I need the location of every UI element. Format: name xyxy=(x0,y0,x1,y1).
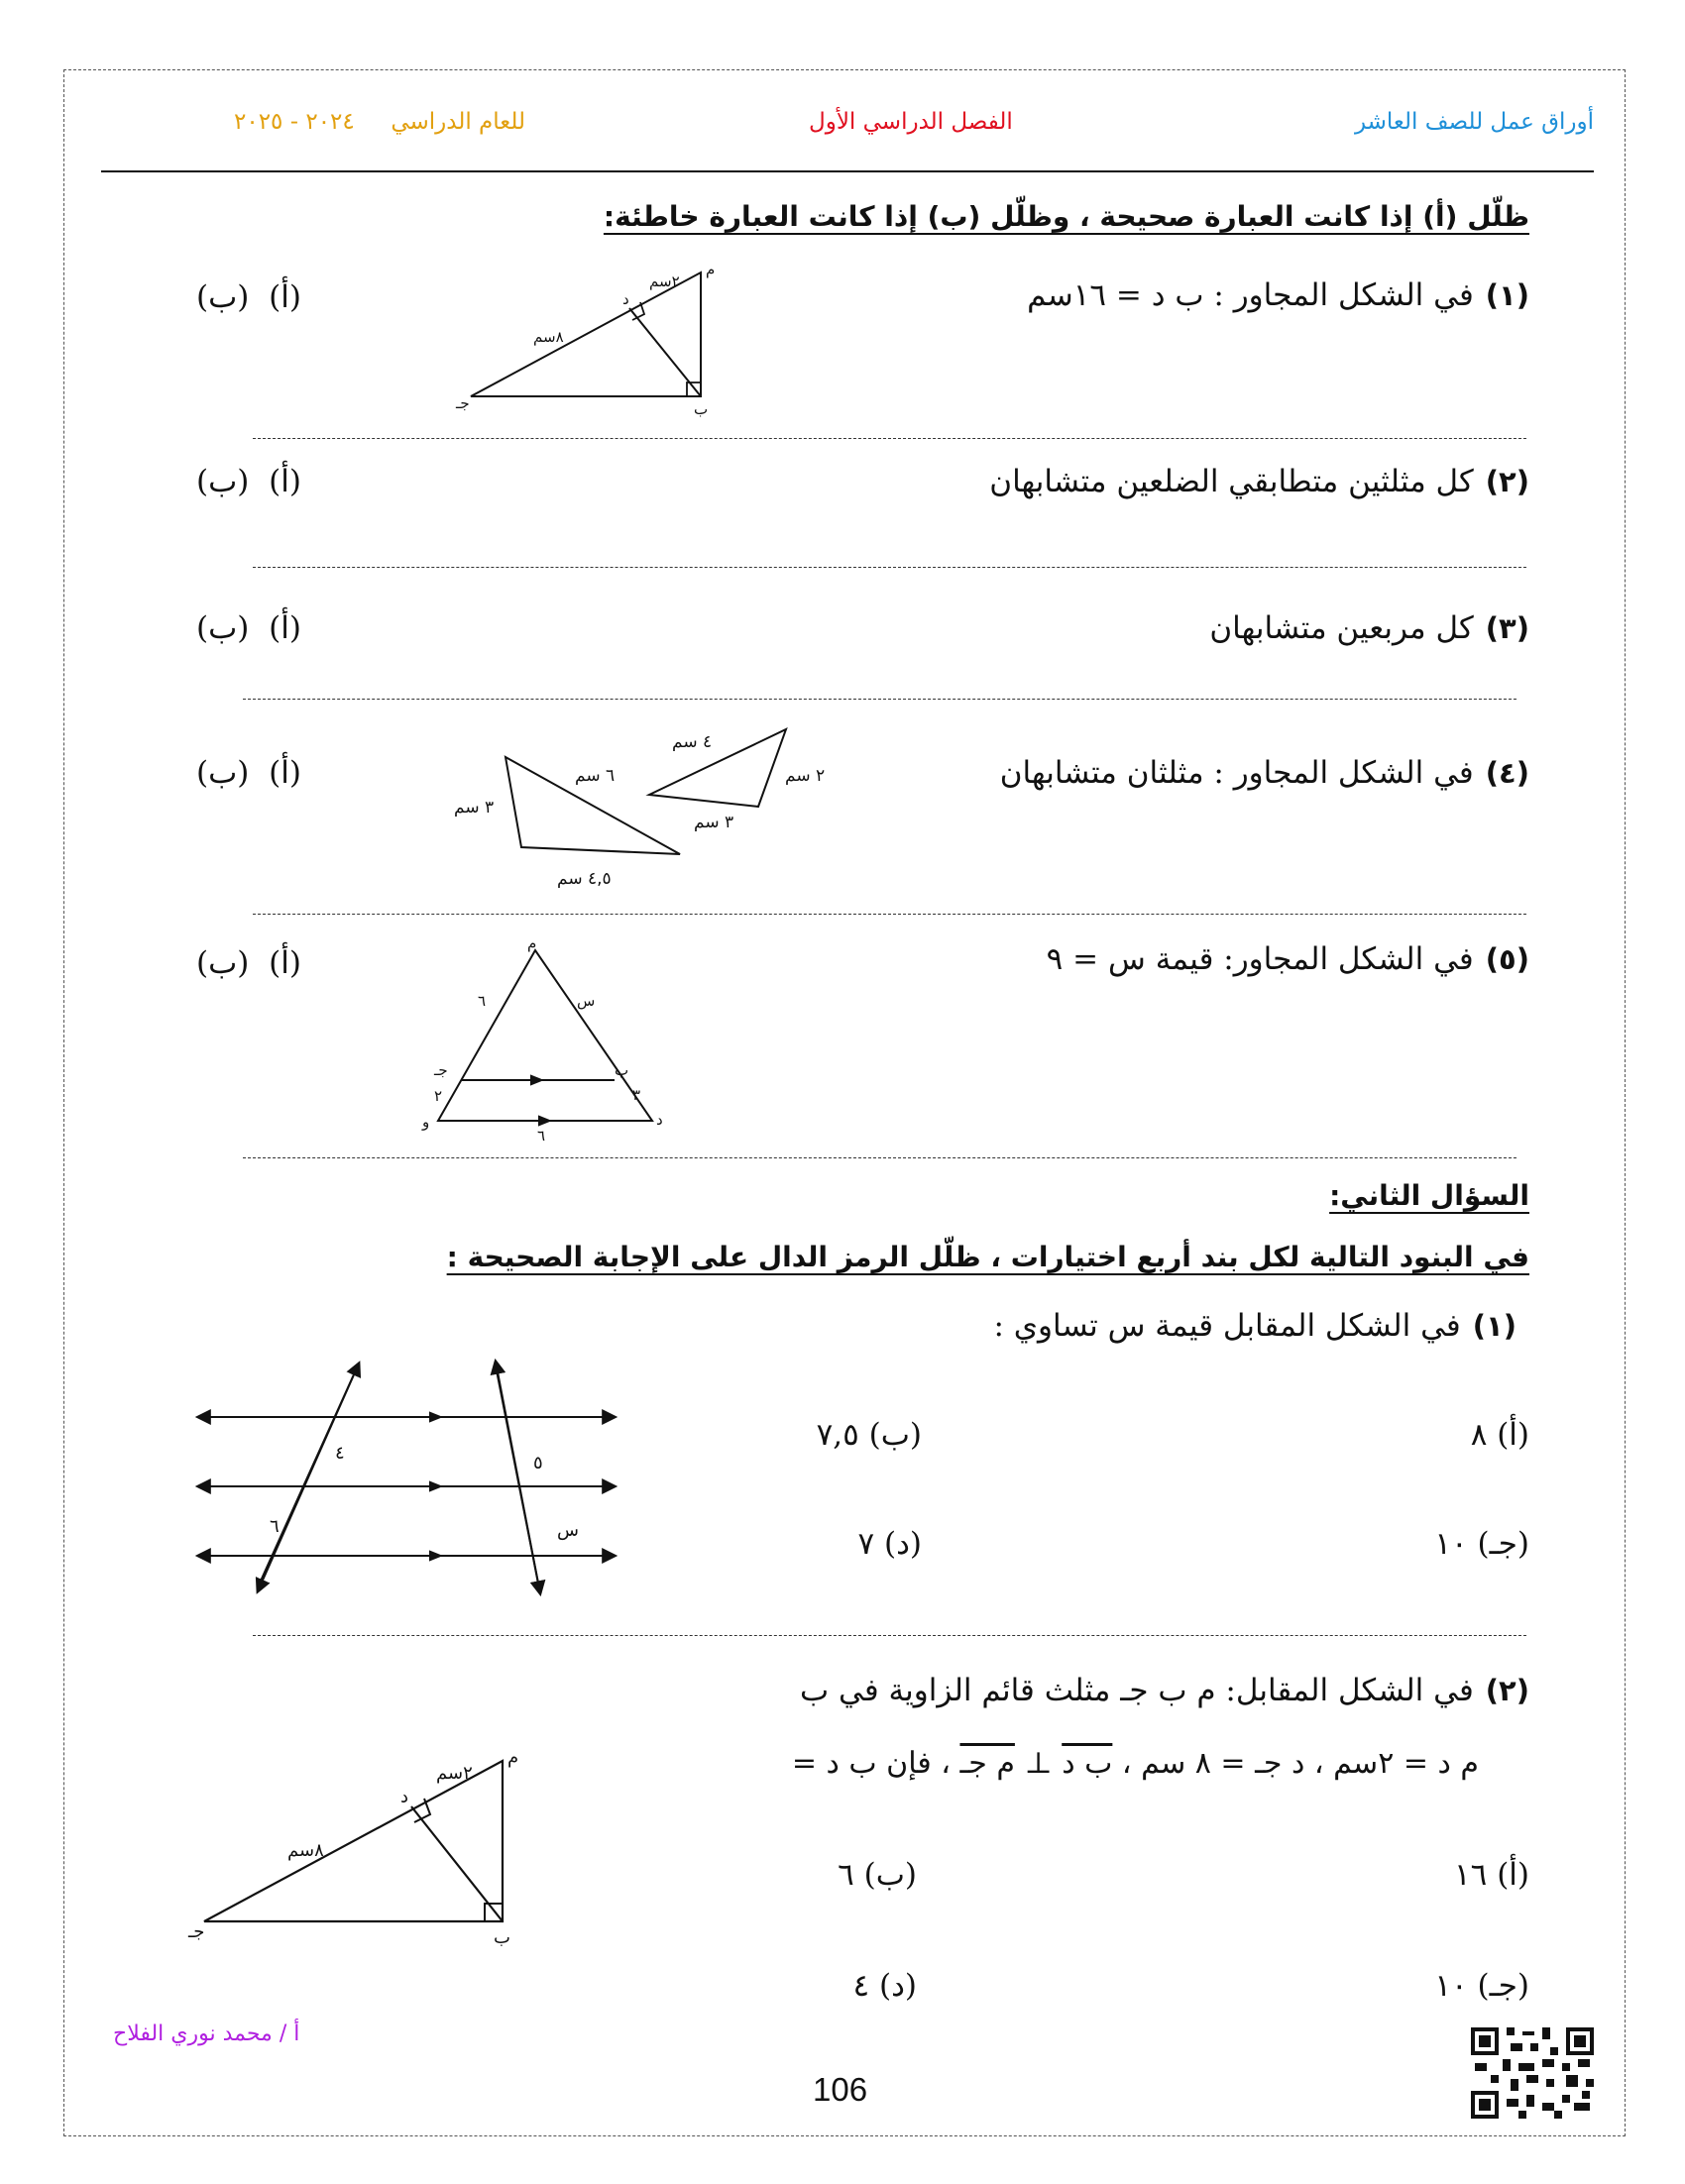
mcq-2 xyxy=(800,1673,1529,1708)
mcq2-label-a: م xyxy=(507,1747,519,1768)
fig4-label-t3: ٤,٥ سم xyxy=(557,869,612,889)
fig1-label-d: د xyxy=(622,290,629,308)
mcq-1-option-c[interactable]: (جـ) ١٠ xyxy=(1434,1526,1529,1562)
header-divider xyxy=(101,170,1594,172)
fig5-label-a: م xyxy=(527,934,537,952)
mcq2-label-c: جـ xyxy=(188,1921,205,1942)
separator-2 xyxy=(253,567,1526,568)
mcq-2-option-d[interactable]: (د) ٤ xyxy=(852,1968,917,2004)
fig5-parallel-triangle xyxy=(416,936,684,1149)
section2-title: السؤال الثاني: xyxy=(1329,1179,1529,1212)
tf-item-3-number: (٣) xyxy=(1485,611,1529,645)
tf-item-4-choice-a[interactable]: (أ) xyxy=(269,755,301,791)
fig4-label-t2: ٣ سم xyxy=(454,798,495,818)
tf-item-3-choice-b[interactable]: (ب) xyxy=(196,610,250,646)
header-year-value: ٢٠٢٤ - ٢٠٢٥ xyxy=(234,109,355,135)
mcq-1-text: في الشكل المقابل قيمة س تساوي : xyxy=(993,1308,1461,1344)
tf-item-1-choices xyxy=(196,279,301,315)
tf-item-1-choice-b[interactable]: (ب) xyxy=(196,279,250,315)
fig1-label-dc: ٨سم xyxy=(533,328,564,346)
fig5-label-cw: ٢ xyxy=(434,1087,443,1105)
mcq1-label-5: ٥ xyxy=(533,1453,543,1474)
mcq-2-perp-symbol: ⊥ xyxy=(1024,1746,1053,1781)
mcq-2-segment-bd: ب د xyxy=(1062,1746,1113,1781)
fig1-right-triangle xyxy=(456,253,733,418)
tf-item-2-number: (٢) xyxy=(1485,465,1529,498)
mcq-2-number: (٢) xyxy=(1485,1674,1529,1707)
fig4-two-triangles xyxy=(446,713,842,902)
mcq1-parallel-lines-figure xyxy=(188,1358,624,1605)
fig5-label-ac: ٦ xyxy=(478,992,487,1010)
separator-3 xyxy=(243,699,1516,700)
fig1-label-ad: ٢سم xyxy=(649,273,680,290)
fig1-label-b: ب xyxy=(694,400,709,418)
mcq-2-segment-ac: م جـ xyxy=(959,1746,1015,1781)
tf-item-3-text: كل مربعين متشابهان xyxy=(1209,610,1474,646)
fig5-label-d: د xyxy=(656,1111,663,1129)
tf-item-4-choice-b[interactable]: (ب) xyxy=(196,755,250,791)
tf-item-5-text: في الشكل المجاور: قيمة س = ٩ xyxy=(1046,941,1474,977)
tf-item-4 xyxy=(1000,755,1529,791)
mcq-2-option-a[interactable]: (أ) ١٦ xyxy=(1454,1857,1529,1893)
mcq-2-text: في الشكل المقابل: م ب جـ مثلث قائم الزاوية في ب xyxy=(799,1673,1474,1708)
author-name: أ / محمد نوري الفلاح xyxy=(113,2021,300,2046)
tf-item-3 xyxy=(1209,610,1529,646)
tf-item-2 xyxy=(989,464,1529,499)
header-year-label: للعام الدراسي xyxy=(391,109,526,135)
mcq2-label-b: ب xyxy=(494,1927,510,1948)
fig4-label-s1: ٤ سم xyxy=(672,732,713,752)
fig5-label-ab: س xyxy=(577,992,596,1010)
tf-item-2-choice-b[interactable]: (ب) xyxy=(196,464,250,499)
tf-item-4-text: في الشكل المجاور : مثلثان متشابهان xyxy=(999,755,1474,791)
tf-item-3-choice-a[interactable]: (أ) xyxy=(269,610,301,646)
tf-item-2-choices xyxy=(196,464,301,499)
mcq1-label-6: ٦ xyxy=(270,1516,280,1537)
fig1-label-a: م xyxy=(706,261,716,278)
qr-code-icon[interactable] xyxy=(1471,2027,1594,2119)
mcq-1-option-b[interactable]: (ب) ٧,٥ xyxy=(816,1417,922,1453)
fig5-label-w: و xyxy=(422,1113,430,1131)
tf-item-1-number: (١) xyxy=(1485,278,1529,312)
fig5-label-b: ب xyxy=(615,1061,629,1079)
fig1-label-c: جـ xyxy=(456,394,470,412)
mcq1-label-x: س xyxy=(557,1520,579,1541)
header-worksheet-title: أوراق عمل للصف العاشر xyxy=(1354,109,1594,135)
tf-item-2-text: كل مثلثين متطابقي الضلعين متشابهان xyxy=(989,464,1474,499)
mcq2-label-ad: ٢سم xyxy=(436,1763,473,1784)
tf-item-5-choice-a[interactable]: (أ) xyxy=(269,945,301,981)
page-number: 106 xyxy=(813,2071,868,2108)
mcq2-label-dc: ٨سم xyxy=(287,1840,324,1861)
header-academic-year xyxy=(234,109,525,135)
mcq-2-given-lengths: م د = ٢سم ، د جـ = ٨ سم ، xyxy=(1121,1746,1479,1781)
fig5-label-c: جـ xyxy=(434,1061,448,1079)
fig5-label-bd: ٣ xyxy=(632,1086,641,1104)
tf-item-1 xyxy=(1027,277,1529,313)
fig4-label-t1: ٦ سم xyxy=(575,766,616,786)
tf-item-2-choice-a[interactable]: (أ) xyxy=(269,464,301,499)
mcq1-label-4: ٤ xyxy=(335,1443,345,1464)
mcq-2-option-c[interactable]: (جـ) ١٠ xyxy=(1434,1968,1529,2004)
mcq-1-option-a[interactable]: (أ) ٨ xyxy=(1470,1417,1529,1453)
header-semester: الفصل الدراسي الأول xyxy=(809,109,1013,135)
tf-item-1-choice-a[interactable]: (أ) xyxy=(269,279,301,315)
tf-item-1-text: في الشكل المجاور : ب د = ١٦سم xyxy=(1027,277,1474,313)
tf-item-5-choices xyxy=(196,945,301,981)
mcq2-label-d: د xyxy=(400,1787,409,1807)
fig4-label-s3: ٣ سم xyxy=(694,813,734,832)
mcq-1 xyxy=(993,1308,1516,1344)
mcq-2-line2 xyxy=(792,1746,1479,1781)
separator-6 xyxy=(253,1635,1526,1636)
mcq2-right-triangle xyxy=(188,1739,525,1957)
section1-instruction: ظلّل (أ) إذا كانت العبارة صحيحة ، وظلّل (ب) إذا كانت العبارة خاطئة: xyxy=(603,200,1529,233)
tf-item-3-choices xyxy=(196,610,301,646)
separator-1 xyxy=(253,438,1526,439)
tf-item-4-choices xyxy=(196,755,301,791)
mcq-1-number: (١) xyxy=(1472,1309,1516,1343)
section2-instruction: في البنود التالية لكل بند أربع اختيارات ، ظلّل الرمز الدال على الإجابة الصحيحة : xyxy=(446,1241,1529,1273)
separator-4 xyxy=(253,914,1526,915)
separator-5 xyxy=(243,1157,1516,1158)
mcq-2-then: ، فإن ب د = xyxy=(791,1746,951,1781)
tf-item-5-number: (٥) xyxy=(1485,942,1529,976)
mcq-1-option-d[interactable]: (د) ٧ xyxy=(857,1526,922,1562)
tf-item-5-choice-b[interactable]: (ب) xyxy=(196,945,250,981)
tf-item-5 xyxy=(1047,941,1529,977)
mcq-2-option-b[interactable]: (ب) ٦ xyxy=(838,1857,917,1893)
fig4-label-s2: ٢ سم xyxy=(785,766,826,786)
tf-item-4-number: (٤) xyxy=(1485,756,1529,790)
fig5-label-wd: ٦ xyxy=(537,1127,546,1145)
